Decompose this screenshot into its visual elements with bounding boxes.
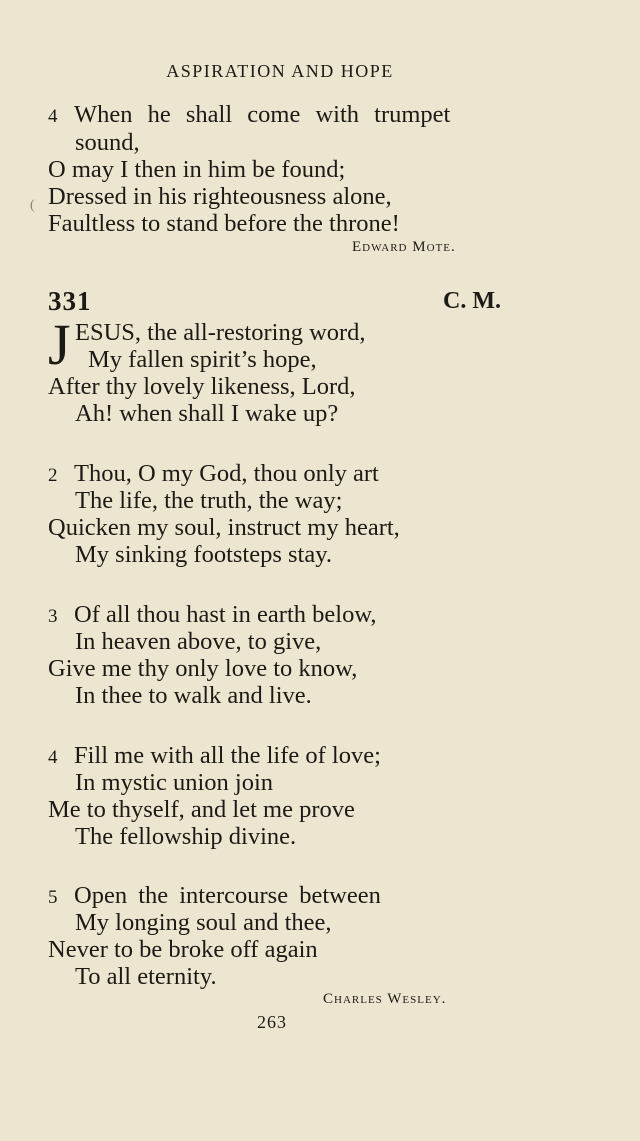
hymn-line: 4 Fill me with all the life of love;: [48, 742, 381, 769]
prev-hymn-line: O may I then in him be found;: [48, 156, 346, 183]
verse-number: 3: [48, 606, 58, 627]
hymn-line: 2 Thou, O my God, thou only art: [48, 460, 379, 487]
hymn-line: My sinking footsteps stay.: [75, 541, 333, 568]
hymn-line: My longing soul and thee,: [75, 909, 332, 936]
verse-number: 4: [48, 747, 58, 768]
hymn-line: My fallen spirit’s hope,: [88, 346, 317, 373]
page-number: 263: [257, 1012, 287, 1032]
hymn-line: To all eternity.: [75, 963, 217, 990]
prev-hymn-line: sound,: [75, 129, 140, 156]
hymn-line: In heaven above, to give,: [75, 628, 322, 655]
verse-number: 2: [48, 465, 58, 486]
hymn-line: Never to be broke off again: [48, 936, 318, 963]
hymn-line: In thee to walk and live.: [75, 682, 312, 709]
hymn-line: Me to thyself, and let me prove: [48, 796, 355, 823]
prev-hymn-line: Dressed in his righteousness alone,: [48, 183, 392, 210]
margin-mark: (: [30, 198, 35, 213]
verse-number: 4: [48, 106, 58, 127]
hymn-line: Give me thy only love to know,: [48, 655, 358, 682]
prev-hymn-line: Faultless to stand before the throne!: [48, 210, 400, 237]
hymn-number: 331: [48, 286, 92, 316]
drop-cap: J: [48, 312, 71, 377]
hymn-author: Charles Wesley.: [323, 991, 447, 1007]
hymn-line: In mystic union join: [75, 769, 274, 796]
hymn-line: After thy lovely likeness, Lord,: [48, 373, 356, 400]
running-head: ASPIRATION AND HOPE: [166, 61, 394, 81]
verse-number: 5: [48, 887, 58, 908]
hymn-meter: C. M.: [443, 288, 501, 314]
hymn-line: The life, the truth, the way;: [75, 487, 343, 514]
hymn-line: 3 Of all thou hast in earth below,: [48, 601, 377, 628]
hymn-line: The fellowship divine.: [75, 823, 297, 850]
hymn-line: Ah! when shall I wake up?: [75, 400, 339, 427]
prev-hymn-line: 4 When he shall come with trumpet: [48, 101, 451, 128]
prev-hymn-author: Edward Mote.: [352, 239, 456, 255]
hymn-line: Quicken my soul, instruct my heart,: [48, 514, 400, 541]
hymn-line: ESUS, the all-restoring word,: [75, 319, 366, 346]
hymn-line: 5 Open the intercourse between: [48, 882, 381, 909]
